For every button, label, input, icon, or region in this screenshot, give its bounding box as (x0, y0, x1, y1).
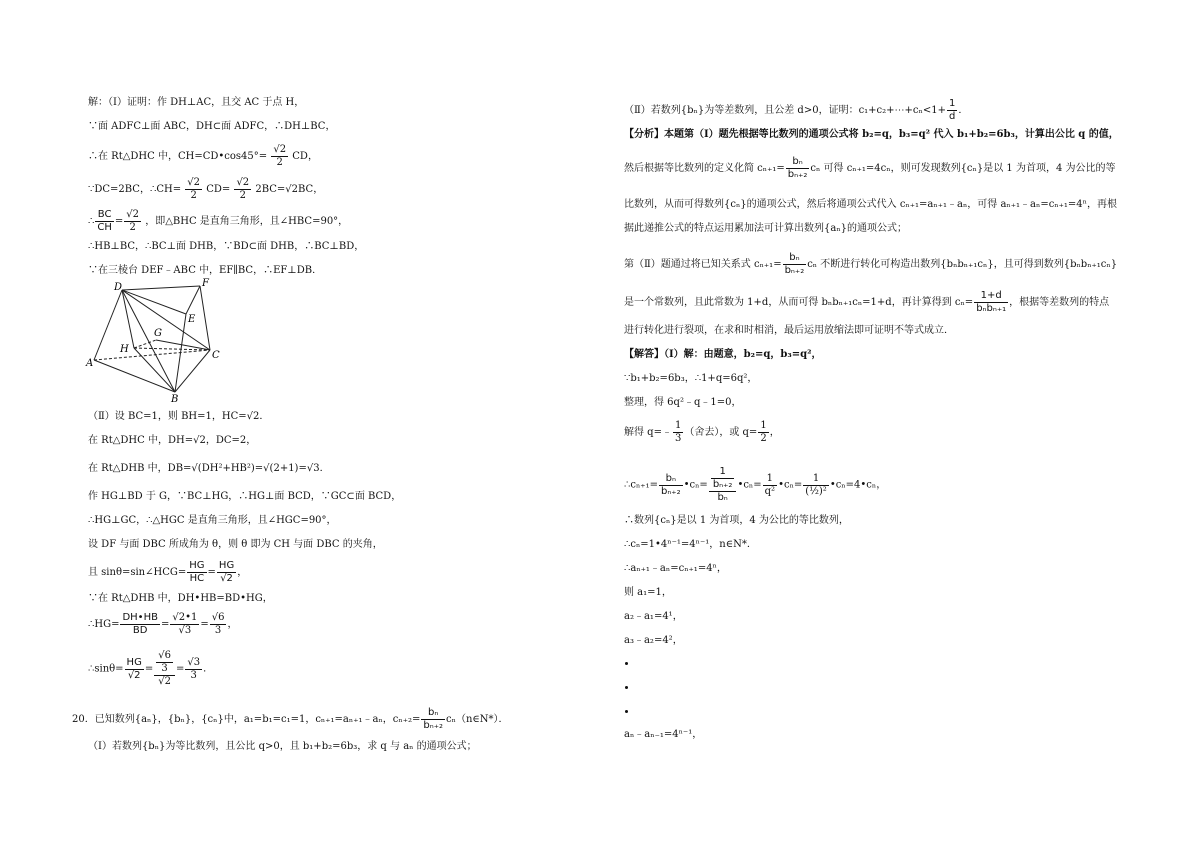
denominator: (½)² (805, 485, 827, 497)
denominator: 2 (239, 190, 246, 201)
text-span: （Ⅱ）若数列{bₙ}为等差数列，且公差 d>0，证明：c₁+c₂+⋯+cₙ<1+ (624, 105, 946, 116)
text-span: ∵DC=2BC，∴CH= (88, 184, 182, 195)
text-line: （Ⅰ）若数列{bₙ}为等比数列，且公比 q>0，且 b₁+b₂=6b₃，求 q 与 aₙ 的通项公式； (88, 741, 477, 752)
vertex-label: B (171, 394, 179, 404)
text-span: •cₙ= (683, 479, 708, 491)
text-span: CD= (206, 184, 231, 195)
denominator: bₙ₊₂ (712, 479, 733, 490)
vertex-label: A (86, 358, 94, 369)
text-line: 在 Rt△DHB 中，DB=√(DH²+HB²)=√(2+1)=√3． (88, 463, 330, 474)
text-span: 第（Ⅱ）题通过将已知关系式 cₙ₊₁= (624, 259, 782, 270)
text-line: ∴HG= $\frac{DH•HB}{BD}$ = $\frac{√2•1}{√3}$ = $\frac{√6}{3}$ ， (88, 612, 238, 636)
text-line: ∵面 ADFC⊥面 ABC，DH⊂面 ADFC，∴DH⊥BC， (88, 121, 336, 132)
denominator: HC (189, 573, 205, 584)
text-span: 【分析】本题第（Ⅰ）题先根据等比数列的通项公式将 b₂=q，b₃=q² 代入 b₁+b₂=6b₃，计算出公比 q 的值， (624, 129, 1119, 140)
numerator: bₙ (786, 156, 810, 169)
text-line: 据此递推公式的特点运用累加法可计算出数列{aₙ}的通项公式； (624, 223, 908, 234)
text-line: ∵在三棱台 DEF﹣ABC 中，EF∥BC，∴EF⊥DB． (88, 265, 323, 276)
text-span: （舍去），或 q= (684, 427, 758, 438)
numerator: √2•1 (172, 612, 198, 623)
triangular-frustum-figure (80, 278, 240, 404)
text-line: ∴HG⊥GC，∴△HGC 是直角三角形，且∠HGC=90°， (88, 515, 337, 526)
numerator: √6 (158, 650, 171, 661)
numerator: 1 (674, 420, 682, 431)
fraction (234, 177, 251, 202)
numerator: 1 (760, 420, 767, 431)
fraction (185, 657, 202, 682)
text-line: 解得 q=﹣ $\frac{1}{3}$ （舍去），或 q= $\frac{1}{2}$ ， (624, 420, 780, 444)
numerator: HG (189, 560, 205, 571)
fraction (673, 420, 683, 445)
numerator: HG (218, 560, 235, 571)
fraction (709, 466, 737, 504)
text-line (624, 290, 1109, 315)
text-line (88, 177, 323, 202)
text-line: ∴aₙ₊₁﹣aₙ=cₙ₊₁=4ⁿ， (624, 563, 727, 574)
denominator: 2 (760, 433, 767, 444)
numerator: √2 (236, 177, 250, 188)
denominator: bₙ₊₂ (660, 485, 681, 497)
numerator: bₙ (783, 252, 807, 265)
text-span: CD， (292, 151, 318, 162)
denominator: 2 (276, 157, 283, 168)
denominator: √3 (178, 625, 192, 636)
fraction (185, 177, 202, 202)
fraction (711, 466, 735, 491)
fraction (124, 209, 141, 234)
text-line: 比数列，从而可得数列{cₙ}的通项公式，然后将通项公式代入 cₙ₊₁=aₙ₊₁﹣aₙ，可得 aₙ₊₁﹣aₙ=cₙ₊₁=4ⁿ，再根 (624, 199, 1117, 210)
fraction (125, 657, 144, 682)
numerator (154, 650, 175, 676)
text-line (624, 128, 1119, 142)
text-line (624, 252, 1117, 277)
vertex-label: E (188, 314, 196, 325)
numerator: √3 (187, 656, 201, 668)
text-span: 且 sinθ=sin∠HCG= (88, 567, 187, 578)
denominator: 3 (190, 669, 197, 681)
text-line: 设 DF 与面 DBC 所成角为 θ，则 θ 即为 CH 与面 DBC 的夹角， (88, 539, 383, 550)
numerator: BC (95, 209, 114, 222)
numerator: bₙ (659, 473, 683, 486)
fraction (156, 650, 173, 675)
numerator (709, 466, 737, 492)
text-span: •cₙ= (778, 479, 803, 491)
text-line: 进行转化进行裂项，在求和时相消，最后运用放缩法即可证明不等式成立． (624, 325, 954, 336)
denominator: q² (764, 485, 776, 497)
text-span: ∴HG= (88, 619, 120, 630)
text-line: 整理，得 6q²﹣q﹣1=0， (624, 397, 742, 408)
text-line: （Ⅱ）设 BC=1，则 BH=1，HC=√2． (88, 411, 270, 422)
denominator: bₙ₊₂ (784, 265, 805, 276)
text-span: ，根据等差数列的特点 (1009, 297, 1110, 308)
text-span: ∴sinθ= (88, 663, 124, 675)
text-line (624, 156, 1115, 181)
text-line: ∵b₁+b₂=6b₃，∴1+q=6q²， (624, 373, 758, 384)
denominator: 3 (214, 625, 222, 636)
text-span: cₙ 可得 cₙ₊₁=4cₙ，则可发现数列{cₙ}是以 1 为首项，4 为公比的等 (810, 163, 1116, 174)
text-line: ∵在 Rt△DHB 中，DH•HB=BD•HG， (88, 593, 273, 604)
question-20 (72, 707, 509, 732)
vertex-label: H (120, 344, 129, 355)
fraction (95, 209, 114, 234)
text-span: cₙ（n∈N*）． (446, 714, 509, 725)
denominator: √2 (220, 573, 233, 584)
ellipsis-dot (625, 710, 628, 713)
text-line: ∴sinθ= $\frac{HG}{√2}$ = $\frac{\frac{√6}{3}}{√2}$ = $\frac{√3}{3}$ ． (88, 650, 214, 687)
text-line: 在 Rt△DHC 中，DH=√2，DC=2， (88, 435, 257, 446)
numerator: √6 (211, 612, 225, 623)
numerator: 1 (948, 98, 956, 109)
numerator: √2 (273, 144, 287, 155)
denominator: 2 (190, 190, 197, 201)
denominator: bₙ₊₂ (787, 169, 808, 180)
text-line: ∴ $\frac{BC}{CH}$ = $\frac{√2}{2}$ ，即△BHC 是直角三角形，且∠HBC=90°， (88, 209, 349, 233)
text-line (624, 348, 822, 362)
text-span: 解得 q=﹣ (624, 427, 672, 438)
numerator: √2 (187, 177, 200, 188)
numerator: √2 (126, 209, 140, 220)
numerator: 1 (711, 466, 735, 479)
fraction (217, 560, 236, 585)
text-line: （Ⅱ）若数列{bₙ}为等差数列，且公差 d>0，证明：c₁+c₂+⋯+cₙ<1+ $\frac{1}{d}$ ． (624, 98, 969, 122)
vertex-label: C (212, 350, 220, 361)
text-span: 是一个常数列，且此常数为 1+d，从而可得 bₙbₙ₊₁cₙ=1+d，再计算得到 cₙ= (624, 297, 974, 308)
vertex-label: F (202, 278, 209, 289)
text-span: 然后根据等比数列的定义化简 cₙ₊₁= (624, 163, 785, 174)
text-span: cₙ 不断进行转化可构造出数列{bₙbₙ₊₁cₙ}，且可得到数列{bₙbₙ₊₁cₙ} (807, 259, 1118, 270)
numerator: 1 (763, 473, 777, 486)
denominator: 3 (674, 433, 682, 444)
numerator: 1 (803, 473, 829, 486)
fraction (803, 473, 829, 498)
numerator: HG (126, 656, 142, 668)
text-line (88, 144, 318, 169)
denominator: √2 (127, 669, 141, 681)
text-line: ∴cₙ=1•4ⁿ⁻¹=4ⁿ⁻¹，n∈N*． (624, 539, 757, 550)
denominator: √2 (158, 676, 171, 687)
vertex-label: G (154, 328, 162, 339)
fraction (210, 612, 227, 637)
fraction (974, 290, 1008, 315)
text-line: 则 a₁=1， (624, 587, 672, 598)
text-span: 20．已知数列{aₙ}，{bₙ}，{cₙ}中，a₁=b₁=c₁=1，cₙ₊₁=aₙ₊₁﹣aₙ，cₙ₊₂= (72, 714, 421, 725)
fraction (659, 473, 683, 498)
denominator: CH (97, 222, 112, 233)
denominator: bₙbₙ₊₁ (976, 303, 1007, 314)
fraction (783, 252, 807, 277)
denominator: BD (132, 625, 148, 636)
fraction (758, 420, 768, 445)
text-span: ∴cₙ₊₁= (624, 479, 658, 491)
text-line: ∴HB⊥BC，∴BC⊥面 DHB，∵BD⊂面 DHB，∴BC⊥BD， (88, 241, 365, 252)
numerator: bₙ (421, 707, 445, 720)
fraction (154, 650, 175, 688)
fraction (120, 612, 160, 637)
text-line: ∴数列{cₙ}是以 1 为首项，4 为公比的等比数列， (624, 515, 849, 526)
denominator: d (948, 111, 956, 122)
ellipsis-dot (625, 662, 628, 665)
fraction (271, 144, 288, 169)
fraction (170, 612, 199, 637)
fraction (187, 560, 206, 585)
vertex-label: D (114, 282, 123, 293)
numerator: 1+d (974, 290, 1008, 303)
ellipsis-dot (625, 686, 628, 689)
text-line (624, 466, 886, 504)
text-line: a₂﹣a₁=4¹， (624, 611, 683, 622)
text-span: ，即△BHC 是直角三角形，且∠HBC=90°， (145, 216, 349, 227)
fraction (421, 707, 445, 732)
denominator: bₙ (717, 492, 728, 503)
fraction (786, 156, 810, 181)
denominator: bₙ₊₂ (423, 720, 444, 731)
text-span: •cₙ=4•cₙ， (829, 479, 887, 491)
text-line: 且 sinθ=sin∠HCG= $\frac{HG}{HC}$ = $\frac{HG}{√2}$ ， (88, 560, 248, 584)
numerator: DH•HB (122, 612, 158, 623)
denominator: 2 (129, 222, 136, 233)
text-line: 解：（Ⅰ）证明：作 DH⊥AC，且交 AC 于点 H， (88, 97, 305, 108)
text-line: a₃﹣a₂=4²， (624, 635, 683, 646)
text-span: 【解答】（Ⅰ）解：由题意，b₂=q，b₃=q²， (624, 349, 822, 360)
text-line: 作 HG⊥BD 于 G，∵BC⊥HG，∴HG⊥面 BCD，∵GC⊂面 BCD， (88, 491, 402, 502)
text-span: 2BC=√2BC， (255, 184, 324, 195)
text-span: •cₙ= (737, 479, 762, 491)
fraction (763, 473, 777, 498)
text-span: ∴在 Rt△DHC 中，CH=CD•cos45°= (88, 151, 268, 162)
denominator: 3 (161, 663, 168, 674)
fraction (947, 98, 957, 123)
text-line: aₙ﹣aₙ₋₁=4ⁿ⁻¹， (624, 729, 703, 740)
